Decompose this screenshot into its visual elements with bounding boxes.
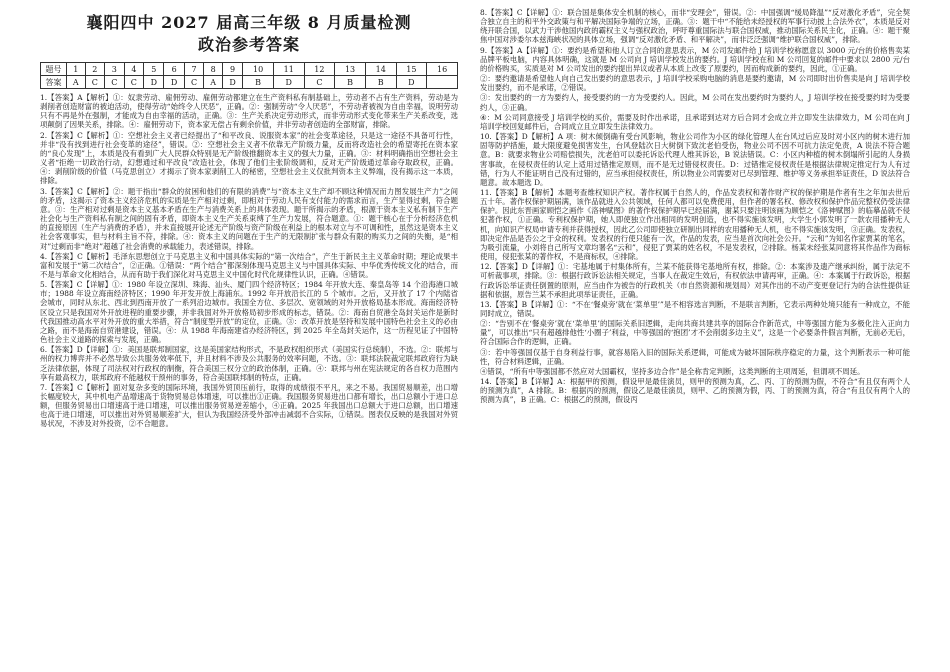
question-number: 7 xyxy=(184,63,204,76)
explanation-paragraph: ③：发出要约的一方为要约人，接受要约的一方为受要约人。因此，M 公司在发出要约时为要约人，J 培训学校在接受要约时为受要约人，③正确。 xyxy=(480,93,910,112)
explanation-paragraph: 7.【答案】C【解析】面对复杂多变的国际环境，我国外贸顶压前行，取得的成绩很不平凡，来之不易。我国贸易顺差，出口增长幅度较大，其中机电产品增速高于货物贸易总体增速，可以推出①正确。我国服务贸易进出口都有增长，出口总额小于进口总额，但服务贸易出口增速高于进口增速，可以推出服务贸易逆差缩小，④正确。2025 年我国出口总额大于进口总额，出口增速也高于进口增速，可以推出对外贸易顺差扩大，但认为我国经济受外部冲击减弱不合实际，①错误。图表仅反映的是我国对外贸易状况，不涉及对外投资，②不合题意。 xyxy=(40,382,458,429)
answer-cell xyxy=(427,76,458,89)
answer-cell: C xyxy=(105,76,125,89)
question-number: 2 xyxy=(85,63,105,76)
answer-cell: D xyxy=(144,76,164,89)
answer-cell: C xyxy=(184,76,204,89)
answer-cell: B xyxy=(335,76,366,89)
question-number: 1 xyxy=(67,63,86,76)
left-explanations xyxy=(40,93,458,429)
explanation-paragraph: 9.【答案】A【详解】①：要约是希望和他人订立合同的意思表示，M 公司发邮件给 J 培训学校称愿意以 3000 元/台的价格售卖某品牌平板电脑，内容具体明确，这就是 M 公司向 J 培训学校发出的要约。J 培训学校在和 M 公司回复的邮件中要求以 2800 元/台的价格购买，实质是对 M 公司发出的要约提出异议或者从本质上改变了原要约，因而构成新的要约，因此，①正确。 xyxy=(480,45,910,73)
answer-cell: C xyxy=(304,76,335,89)
explanation-paragraph: ②：要约邀请是希望他人向自己发出要约的意思表示，J 培训学校采购电脑的消息是要约邀请，M 公司即时出价售卖是向 J 培训学校发出要约，而不是承诺，②错误。 xyxy=(480,74,910,93)
explanation-paragraph: ②：“告别不在‘餐桌旁’就在‘菜单里’的国际关系旧逻辑，走向共商共建共享的国际合作新范式，中等强国方能为多极化注入正向力量”，可以推出“只有超越排他性‘小圈子’利益，中等强国的‘抱团’才不会削弱多边主义”，这是一个必要条件假言判断，无前必无后，符合国际合作的逻辑，正确。 xyxy=(480,319,910,347)
question-number: 13 xyxy=(335,63,366,76)
explanation-paragraph: 10.【答案】D【解析】A 项：树木倾倒确有受台风影响，物业公司作为小区的绿化管理人在台风过后应及时对小区内的树木进行加固等防护措施，最大限度避免损害发生，台风登陆次日大树倒下致沈老伯受伤，物业公司不因不可抗力法定免责，A 说法不符合题意。B：就要求物业公司赔偿损失，沈老伯可以委托诉讼代理人维其诉讼，B 说法错误。C：小区内种植的树木倒塌所引起的人身损害事故，在侵权责任的认定上适用过错推定原则，而不是无过错侵权责任。D：过错推定侵权责任是根据法律规定推定行为人有过错，行为人不能证明自己没有过错的，应当承担侵权责任，所以物业公司需要对已尽到管理、维护等义务承担举证责任，D 说法符合题意。故本题选 D。 xyxy=(480,132,910,187)
question-number: 16 xyxy=(427,63,458,76)
question-number: 12 xyxy=(304,63,335,76)
answer-table-answer-row xyxy=(41,76,458,89)
right-column xyxy=(480,8,910,666)
question-number: 3 xyxy=(105,63,125,76)
question-number: 8 xyxy=(204,63,223,76)
question-number: 10 xyxy=(243,63,274,76)
explanation-paragraph: 8.【答案】C【详解】①：联合国是集体安全机制的核心，而非“安理会”，错误。②：中国强调“缓局降温”“反对激化矛盾”，完全契合独立自主的和平外交政策与和平解决国际争端的立场，正确。③：题干中“不能给未经授权的军事行动披上合法外衣”，本质是反对绕开联合国，以武力干涉他国内政的霸权主义与强权政治，呼吁尊重国际法与联合国权威，推动国际关系民主化，正确。④：题干聚焦中国对涉委尔本兹海峡状况的具体立场，强调“反对激化矛盾、和平解决”，而非泛泛强调“维护联合国权威”，排除。 xyxy=(480,8,910,45)
answer-cell: D xyxy=(273,76,304,89)
answer-cell: A xyxy=(204,76,223,89)
row-label-answer: 答案 xyxy=(41,76,67,89)
explanation-paragraph: 6.【答案】D【详解】①：美国是联邦制国家，这是美国家结构形式，不是政权组织形式（美国实行总统制），不选。②：联邦与州的权力博弈并不必然导致公共服务效率低下，并且材料不涉及公共服务的效率问题，不选。③：联邦法院裁定联邦政府行为缺乏法律依据，体现了司法权对行政权的制衡，符合美国三权分立的政治体制，正确。④：联邦与州在宪法规定的各自权力范围内享有最高权力，联邦政府不能越权干预州的事务，符合美国联邦制的特点，正确。 xyxy=(40,345,458,382)
explanation-paragraph: 14.【答案】B【详解】A：根据甲的预测，假设甲是最佳演员，则甲的预测为真，乙、丙、丁的预测为假，不符合“有且仅有两个人的预测为真”，A 排除。B：根据丙的预测，假设乙是最佳演员，则甲、乙的预测为假，丙、丁的预测为真，符合“有且仅有两个人的预测为真”，B 正确。C：根据乙的预测，假设丙 xyxy=(480,377,910,405)
question-number: 14 xyxy=(365,63,396,76)
question-number: 5 xyxy=(144,63,164,76)
answer-cell: A xyxy=(67,76,86,89)
question-number: 15 xyxy=(396,63,427,76)
page-subtitle: 政治参考答案 xyxy=(197,35,300,54)
question-number: 9 xyxy=(222,63,242,76)
answer-cell: D xyxy=(164,76,184,89)
answer-cell: C xyxy=(85,76,105,89)
answer-cell: D xyxy=(222,76,242,89)
explanation-paragraph: ③：若中等强国仅基于自身利益行事，就容易陷入旧的国际关系逻辑，可能成为破坏国际秩序稳定的力量，这个判断表示一种可能性，符合材料逻辑，正确。 xyxy=(480,347,910,366)
page-title: 襄阳四中 2027 届高三年级 8 月质量检测 xyxy=(86,13,412,32)
explanation-paragraph: 4.【答案】C【解析】毛泽东思想创立于马克思主义和中国具体实际的“第一次结合”，产生于新民主主义革命时期；理论成果丰富和发展于“第二次结合”，②正确。①错误：“两个结合”都深刻体现马克思主义与中国具体实际、中华优秀传统文化的结合，而不是与革命文化相结合，从而有助于我们深化对马克思主义中国化时代化规律性认识，正确。④错误。 xyxy=(40,251,458,279)
question-number: 11 xyxy=(273,63,304,76)
explanation-paragraph: 3.【答案】C【解析】②：题干指出“群众的贫困和他们的有限的消费”与“资本主义生产却不顾这种情况而力图发展生产力”之间的矛盾，这揭示了资本主义经济危机的实质是生产相对过剩，即相对于劳动人民有支付能力的需求而言，生产显得过剩，符合题意。③：生产相对过剩是资本主义基本矛盾在生产与消费关系上的具体表现。题干所揭示的矛盾，根源于资本主义私有制下生产社会化与生产资料私有制之间的固有矛盾，即资本主义生产关系束缚了生产力发展，符合题意。①：题干核心在于分析经济危机的直接原因（生产与消费的矛盾），并未直接展开论述无产阶级与资产阶级在利益上的根本对立与不可调和性，虽然这是资本主义社会客观事实，但与材料主旨不符，排除。④：资本主义的问题在于生产的无限制扩张与群众有限的购买力之间的失衡，是“相对”过剩而非“绝对”超越了社会消费的承载能力，表述错误，排除。 xyxy=(40,186,458,251)
answer-table-number-row xyxy=(41,63,458,76)
explanation-paragraph: ④：M 公司同意接受 J 培训学校的买价，需要及时作出承诺，且承诺到达对方后合同才会成立并立即发生法律效力，M 公司在向 J 培训学校回复邮件后，合同成立且立即发生法律效力。 xyxy=(480,112,910,131)
explanation-paragraph: 2.【答案】C【解析】①：空想社会主义者已经提出了“和平改良、说服资本家”的社会变革途径，只是这一途径不具备可行性，并非“没有找到进行社会变革的途径”，错误。②：空想社会主义者不依靠无产阶级力量，反而将改造社会的希望寄托在资本家的“良心发现”上，本质是没有看到广大人民群众特别是无产阶级推翻资本主义的强大力量，正确。③：材料明确指出空想社会主义者“拒绝一切政治行动，幻想通过和平改良”改造社会，体现了他们主张阶级调和，反对无产阶级通过革命夺取政权，正确。④：剥削阶级的价值（马克思创立）才揭示了资本家剥削工人的秘密，空想社会主义仅批判资本主义弊端，没有揭示这一本质，排除。 xyxy=(40,130,458,186)
left-column xyxy=(40,8,458,666)
answer-cell: B xyxy=(365,76,396,89)
explanation-paragraph: 1.【答案】A【解析】①：奴隶劳动、雇佣劳动、雇佣劳动都建立在生产资料私有制基础上，劳动者不占有生产资料，劳动是为剥削者创造财富的被迫活动，使得劳动“始终令人厌恶”，正确。②：强制劳动“令人厌恶”，不劳动者被视为自由幸福，说明劳动只有不再是外在强制，才能成为自由幸福的活动，正确。③：生产关系决定劳动形式，而非劳动形式变化带来生产关系改变，选项颠倒了因果关系，排除。④：雇佣劳动下，资本家无偿占有剩余价值，并非劳动者创造的全部财富，排除。 xyxy=(40,93,458,130)
answer-cell: D xyxy=(396,76,427,89)
answer-cell: C xyxy=(124,76,144,89)
explanation-paragraph: 11.【答案】B【解析】本题考查维权知识产权。著作权属于自然人的，作品发表权和著作财产权的保护期是作者有生之年加去世后五十年。著作权保护期届满，该作品就进入公共领域，任何人都可以免费使用，但作者的署名权、修改权和保护作品完整权仍受法律保护。因此东晋画家顾恺之画作《洛神赋图》的著作权保护期早已经届满，谢某只要注明该画为顾恺之《洛神赋图》的临摹品就不侵犯著作权，①正确。专利权保护期，她人即使独立作出相同的发明创造，也不得实施该发明，大学生小郭发明了一款农用播种无人机，向知识产权局申请专利并获得授权，因此乙公司即使独立研制出同样的农用播种无人机，也不得实施该发明，③正确。发表权，即决定作品是否公之于众的权利。发表权的行使只能有一次，作品的发表，应当是首次向社会公开。“云和”为知名作家贾某的笔名，为吸引流量，小刘将自己所写文章均署名“云和”，侵犯了贾某的姓名权，不是发表权，②排除。杨某未经张某同意将其作品作为商标使用，侵犯张某的著作权，不是商标权，④排除。 xyxy=(480,187,910,262)
explanation-paragraph: 5.【答案】C【详解】①：1980 年设立深圳、珠海、汕头、厦门四个经济特区；1984 年开放大连、秦皇岛等 14 个沿海港口城市；1988 年设立海南经济特区；1990 年开发开放上海浦东。1992 年开放沿长江的 5 个城市。之后，又开放了 17 个内陆省会城市，同时从东北、西北到西南开放了一系列沿边城市。我国全方位、多层次、宽领域的对外开放格局基本形成。海南经济特区设立只是我国对外开放进程的重要步骤，并非我国对外开放格局初步形成的标志，错误。②：海南自贸港全岛封关运作是新时代我国推动高水平对外开放的重大举措，符合“制度型开放”的定位，正确。③：改革开放是坚持和发展中国特色社会主义的必由之路，而不是海南自贸港建设，错误。④：从 1988 年海南建省办经济特区，到 2025 年全岛封关运作，这一历程见证了中国特色社会主义道路的探索与发展，正确。 xyxy=(40,280,458,345)
row-label-number: 题号 xyxy=(41,63,67,76)
answer-cell: B xyxy=(243,76,274,89)
explanation-paragraph: 12.【答案】D【详解】①：宅基地属于村集体所有，兰某不能获得宅基地所有权，排除。②：本案涉及遗产继承纠纷，属于法定不可析裁事项，排除。③：根据行政诉讼法相关规定，当事人在裁定生效后，有权依法申请再审，正确。④：本案属于行政诉讼，根据行政诉讼举证责任倒置的原则，应当由作为被告的行政机关（市自然资源和规划局）对其作出的不动产变更登记行为的合法性提供证据和依据，原告兰某不承担此项举证责任，正确。 xyxy=(480,262,910,299)
explanation-paragraph: 13.【答案】B【详解】①：“不在‘餐桌旁’就在‘菜单里’”是不相容选言判断，不是联言判断，它表示两种处境只能有一种成立，不能同时成立，错误。 xyxy=(480,299,910,318)
explanation-paragraph: ④错误，“所有中等强国都不然应对大国霸权，坚持多边合作”是全称肯定判断，这类判断的主项周延，但谓项不周延。 xyxy=(480,366,865,376)
question-number: 4 xyxy=(124,63,144,76)
question-number: 6 xyxy=(164,63,184,76)
answer-table xyxy=(40,62,458,89)
